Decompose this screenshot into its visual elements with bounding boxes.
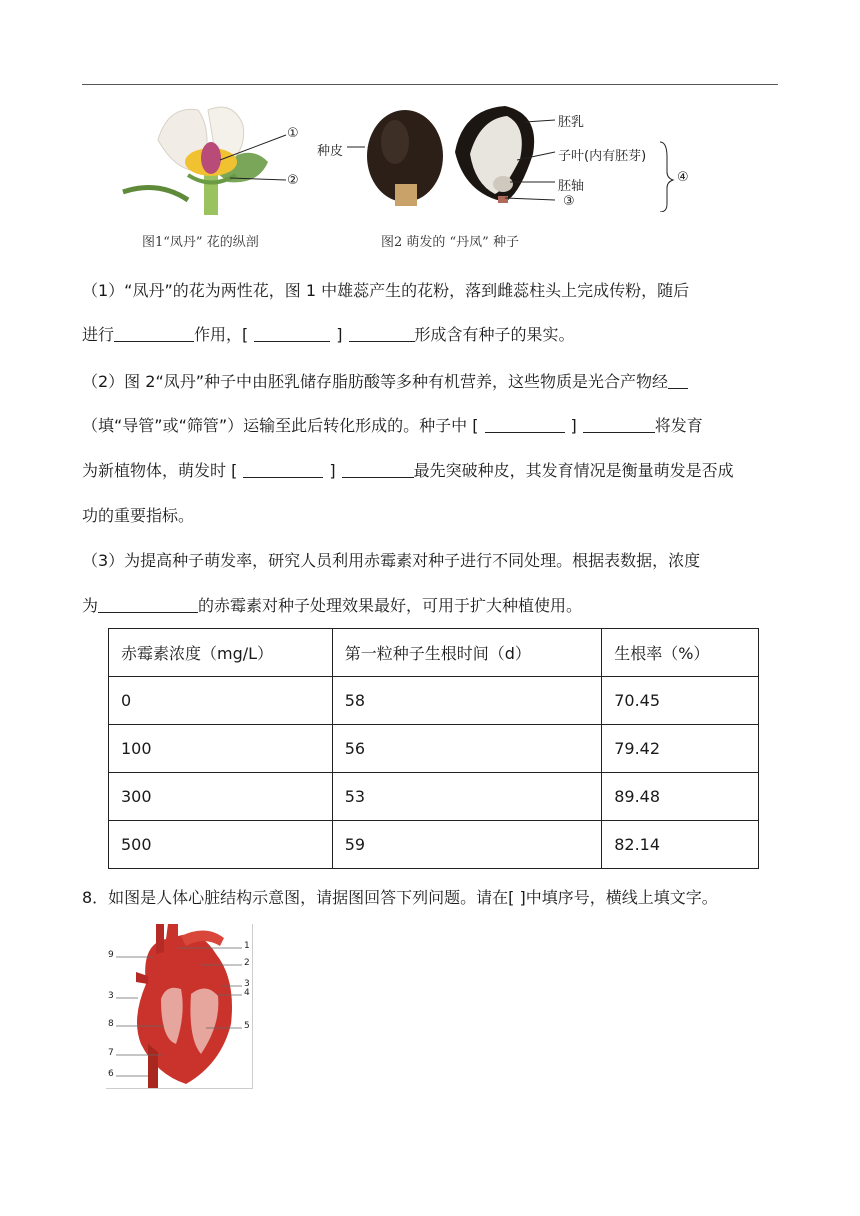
q3-text-a: 为: [82, 596, 99, 615]
q1-text-c: ]: [336, 325, 343, 344]
q3-line2: [82, 595, 782, 617]
table-row: [109, 773, 759, 821]
figure2-caption: 图2 萌发的 “丹凤” 种子: [381, 235, 519, 250]
q2-line4: 功的重要指标。: [82, 506, 195, 525]
heart-figure: [106, 924, 253, 1089]
answer-blank[interactable]: [668, 372, 688, 389]
q2-text-2a: （填“导管”或“筛管”）运输至此后转化形成的。种子中 [: [82, 416, 479, 435]
label-part-4: ④: [677, 170, 689, 185]
table-cell: 58: [332, 677, 602, 725]
flower-leader-lines: [210, 130, 290, 190]
q3-line1: （3）为提高种子萌发率，研究人员利用赤霉素对种子进行不同处理。根据表数据，浓度: [82, 551, 701, 570]
heart-leader-lines: [106, 924, 252, 1088]
heart-label-8: 8: [108, 1019, 114, 1029]
heart-label-6: 6: [108, 1069, 114, 1079]
q2-text-2c: 将发育: [654, 416, 703, 435]
q3-text-b: 的赤霉素对种子处理效果最好，可用于扩大种植使用。: [198, 596, 583, 615]
q2-text-1: （2）图 2“凤丹”种子中由胚乳储存脂肪酸等多种有机营养，这些物质是光合产物经: [82, 372, 669, 391]
q2-text-3a: 为新植物体，萌发时 [: [82, 461, 238, 480]
table-row: [109, 821, 759, 869]
heart-label-3-left: 3: [108, 991, 114, 1001]
table-cell: 53: [332, 773, 602, 821]
table-header-cell: 赤霉素浓度（mg/L）: [109, 629, 333, 677]
table-header-cell: 生根率（%）: [602, 629, 759, 677]
gibberellin-table: [108, 628, 759, 869]
table-cell: 300: [109, 773, 333, 821]
flower-callout-1: ①: [287, 126, 299, 141]
heart-label-9: 9: [108, 950, 114, 960]
table-cell: 70.45: [602, 677, 759, 725]
answer-blank[interactable]: [342, 461, 414, 478]
heart-label-4: 4: [244, 988, 250, 998]
q1-line2: [82, 324, 782, 346]
table-header-cell: 第一粒种子生根时间（d）: [332, 629, 602, 677]
q1-line1: （1）“凤丹”的花为两性花，图 1 中雄蕊产生的花粉，落到雌蕊柱头上完成传粉，随后: [82, 281, 690, 300]
label-cotyledon: 子叶(内有胚芽): [558, 149, 647, 164]
label-hypocotyl: 胚轴: [558, 179, 585, 194]
top-divider: [82, 84, 778, 85]
label-endosperm: 胚乳: [558, 115, 585, 130]
table-cell: 500: [109, 821, 333, 869]
table-cell: 82.14: [602, 821, 759, 869]
q1-text-b: 作用，[: [194, 325, 249, 344]
seed-leader-lines: [345, 112, 675, 212]
q2-text-2b: ]: [570, 416, 577, 435]
q2-line3: [82, 460, 782, 482]
answer-blank[interactable]: [98, 596, 198, 613]
table-cell: 89.48: [602, 773, 759, 821]
answer-blank[interactable]: [485, 416, 565, 433]
answer-blank[interactable]: [349, 325, 415, 342]
answer-blank[interactable]: [254, 325, 330, 342]
table-row: [109, 677, 759, 725]
flower-callout-2: ②: [287, 173, 299, 188]
label-part-3: ③: [563, 194, 575, 209]
heart-label-1: 1: [244, 941, 250, 951]
q2-text-3c: 最先突破种皮，其发育情况是衡量萌发是否成: [413, 461, 734, 480]
label-seedcoat: 种皮: [317, 144, 344, 159]
q2-line2: [82, 415, 782, 437]
figure1-caption: 图1“凤丹” 花的纵剖: [142, 235, 259, 250]
answer-blank[interactable]: [114, 325, 194, 342]
table-header-row: [109, 629, 759, 677]
table-cell: 56: [332, 725, 602, 773]
table-cell: 0: [109, 677, 333, 725]
q2-text-3b: ]: [329, 461, 336, 480]
heart-label-2: 2: [244, 958, 250, 968]
answer-blank[interactable]: [583, 416, 655, 433]
heart-label-5: 5: [244, 1021, 250, 1031]
answer-blank[interactable]: [243, 461, 323, 478]
q8-text: 8．如图是人体心脏结构示意图，请据图回答下列问题。请在[ ]中填序号，横线上填文字。: [82, 888, 718, 907]
q2-line1: [82, 371, 782, 393]
q1-text-a: 进行: [82, 325, 115, 344]
table-cell: 100: [109, 725, 333, 773]
heart-label-3: 3: [244, 979, 250, 989]
table-row: [109, 725, 759, 773]
q1-text-d: 形成含有种子的果实。: [414, 325, 575, 344]
heart-label-7: 7: [108, 1048, 114, 1058]
table-cell: 59: [332, 821, 602, 869]
table-cell: 79.42: [602, 725, 759, 773]
